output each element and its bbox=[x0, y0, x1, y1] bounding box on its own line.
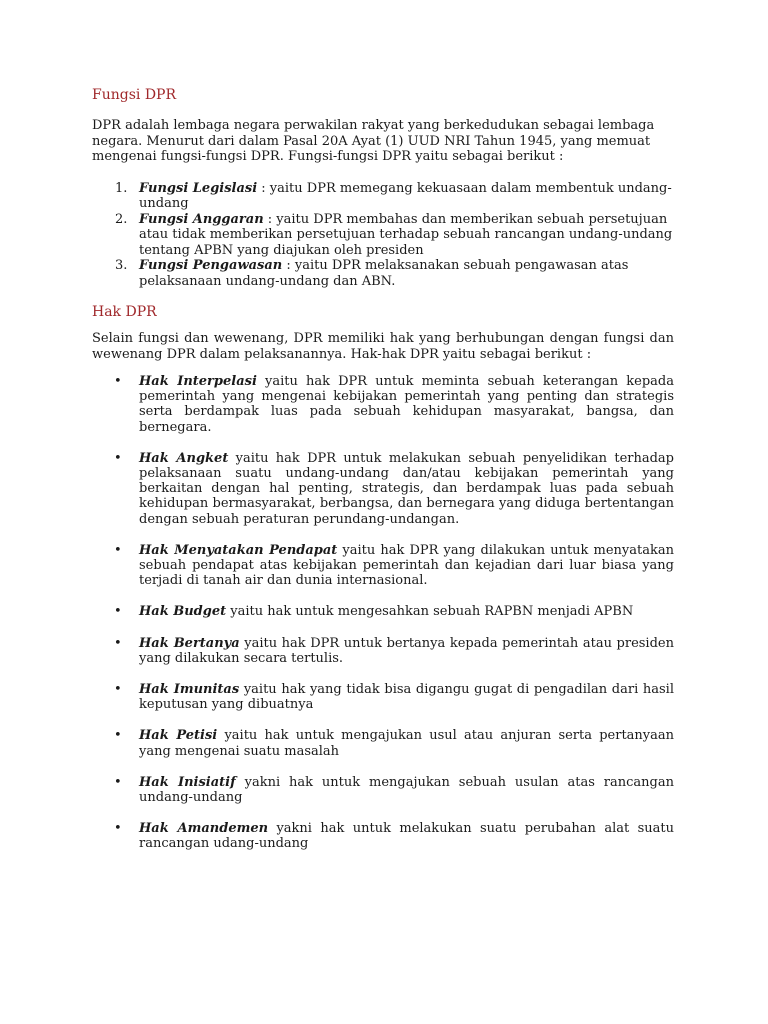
hak-description: yaitu hak untuk mengajukan usul atau anjuran serta pertanyaan yang mengenai suatu masalah bbox=[139, 728, 675, 759]
hak-list-item bbox=[92, 543, 674, 589]
hak-description: yakni hak untuk melakukan suatu perubahan alat suatu rancangan udang-undang bbox=[139, 821, 674, 852]
list-number: 3. bbox=[115, 258, 128, 273]
hak-list-item bbox=[92, 682, 674, 712]
fungsi-term: Fungsi Legislasi bbox=[139, 180, 258, 196]
hak-description: yaitu hak DPR untuk bertanya kepada pemerintah atau presiden yang dilakukan secara tertulis. bbox=[139, 635, 674, 666]
hak-term: Hak Menyatakan Pendapat bbox=[139, 542, 338, 558]
hak-term: Hak Budget bbox=[139, 604, 227, 620]
hak-term: Hak Imunitas bbox=[139, 682, 240, 698]
hak-list-item bbox=[92, 821, 674, 851]
document-page bbox=[92, 86, 674, 868]
fungsi-description: : yaitu DPR melaksanakan sebuah pengawasan atas pelaksanaan undang-undang dan ABN. bbox=[139, 258, 629, 289]
list-number: 2. bbox=[115, 211, 128, 227]
hak-description: yaitu hak DPR untuk meminta sebuah keterangan kepada pemerintah yang mengenai kebijakan pemerintah yang penting dan strategis serta berdampak luas pada sebuah kehidupan masyarakat, bangsa, dan bernegara. bbox=[139, 374, 674, 435]
hak-description: yaitu hak DPR yang dilakukan untuk menyatakan sebuah pendapat atas kebijakan pemerintah dan kejadian dari luar biasa yang terjadi di tanah air dan dunia internasional. bbox=[139, 542, 674, 589]
heading-fungsi-dpr: Fungsi DPR bbox=[92, 87, 177, 103]
hak-term: Hak Angket bbox=[139, 450, 229, 466]
hak-list-item bbox=[92, 728, 674, 758]
hak-description: yaitu hak yang tidak bisa digangu gugat di pengadilan dari hasil keputusan yang dibuatnya bbox=[139, 682, 674, 713]
hak-list-item bbox=[92, 636, 674, 666]
hak-term: Hak Interpelasi bbox=[139, 374, 257, 389]
bullet-icon: • bbox=[114, 682, 122, 698]
fungsi-term: Fungsi Anggaran bbox=[139, 211, 264, 227]
hak-description: yaitu hak DPR untuk melakukan sebuah penyelidikan terhadap pelaksanaan suatu undang-undang dan/atau kebijakan pemerintah yang berkaitan dengan hal penting, strategis, dan berdampak luas pada sebuah kehidupan bermasyarakat, berbangsa, dan bernegara yang diduga bertentangan dengan sebuah peraturan perundang-undangan. bbox=[139, 450, 674, 527]
bullet-icon: • bbox=[114, 604, 122, 620]
fungsi-list-item bbox=[92, 181, 674, 212]
bullet-icon: • bbox=[114, 450, 122, 466]
hak-term: Hak Inisiatif bbox=[139, 774, 236, 790]
fungsi-list-item bbox=[92, 212, 674, 259]
hak-description: yakni hak untuk mengajukan sebuah usulan atas rancangan undang-undang bbox=[139, 774, 674, 806]
hak-list-item bbox=[92, 604, 674, 619]
hak-term: Hak Amandemen bbox=[139, 821, 269, 837]
fungsi-description: : yaitu DPR memegang kekuasaan dalam membentuk undang-undang bbox=[139, 180, 672, 211]
bullet-icon: • bbox=[114, 774, 122, 790]
fungsi-intro-paragraph: DPR adalah lembaga negara perwakilan rakyat yang berkedudukan sebagai lembaga negara. Menurut dari dalam Pasal 20A Ayat (1) UUD NRI Tahun 1945, yang memuat mengenai fungsi-fungsi DPR. Fungsi-fungsi DPR yaitu sebagai berikut : bbox=[92, 118, 655, 164]
fungsi-list-item bbox=[92, 258, 674, 289]
fungsi-description: : yaitu DPR membahas dan memberikan sebuah persetujuan atau tidak memberikan persetujuan terhadap sebuah rancangan undang-undang tentang APBN yang diajukan oleh presiden bbox=[139, 211, 673, 258]
hak-list-item bbox=[92, 775, 674, 805]
fungsi-term: Fungsi Pengawasan bbox=[139, 258, 283, 273]
fungsi-list bbox=[92, 181, 674, 290]
hak-term: Hak Petisi bbox=[139, 728, 218, 744]
bullet-icon: • bbox=[114, 374, 122, 389]
hak-term: Hak Bertanya bbox=[139, 635, 240, 651]
bullet-icon: • bbox=[114, 821, 122, 837]
bullet-icon: • bbox=[114, 635, 122, 651]
heading-hak-dpr: Hak DPR bbox=[92, 304, 157, 320]
hak-list-item bbox=[92, 374, 674, 435]
list-number: 1. bbox=[115, 180, 128, 196]
hak-description: yaitu hak untuk mengesahkan sebuah RAPBN menjadi APBN bbox=[226, 604, 634, 620]
bullet-icon: • bbox=[114, 542, 122, 558]
bullet-icon: • bbox=[114, 728, 122, 744]
hak-list-item bbox=[92, 451, 674, 527]
hak-list bbox=[92, 374, 674, 852]
hak-intro-paragraph: Selain fungsi dan wewenang, DPR memiliki hak yang berhubungan dengan fungsi dan wewenang DPR dalam pelaksanannya. Hak-hak DPR yaitu sebagai berikut : bbox=[92, 331, 674, 362]
